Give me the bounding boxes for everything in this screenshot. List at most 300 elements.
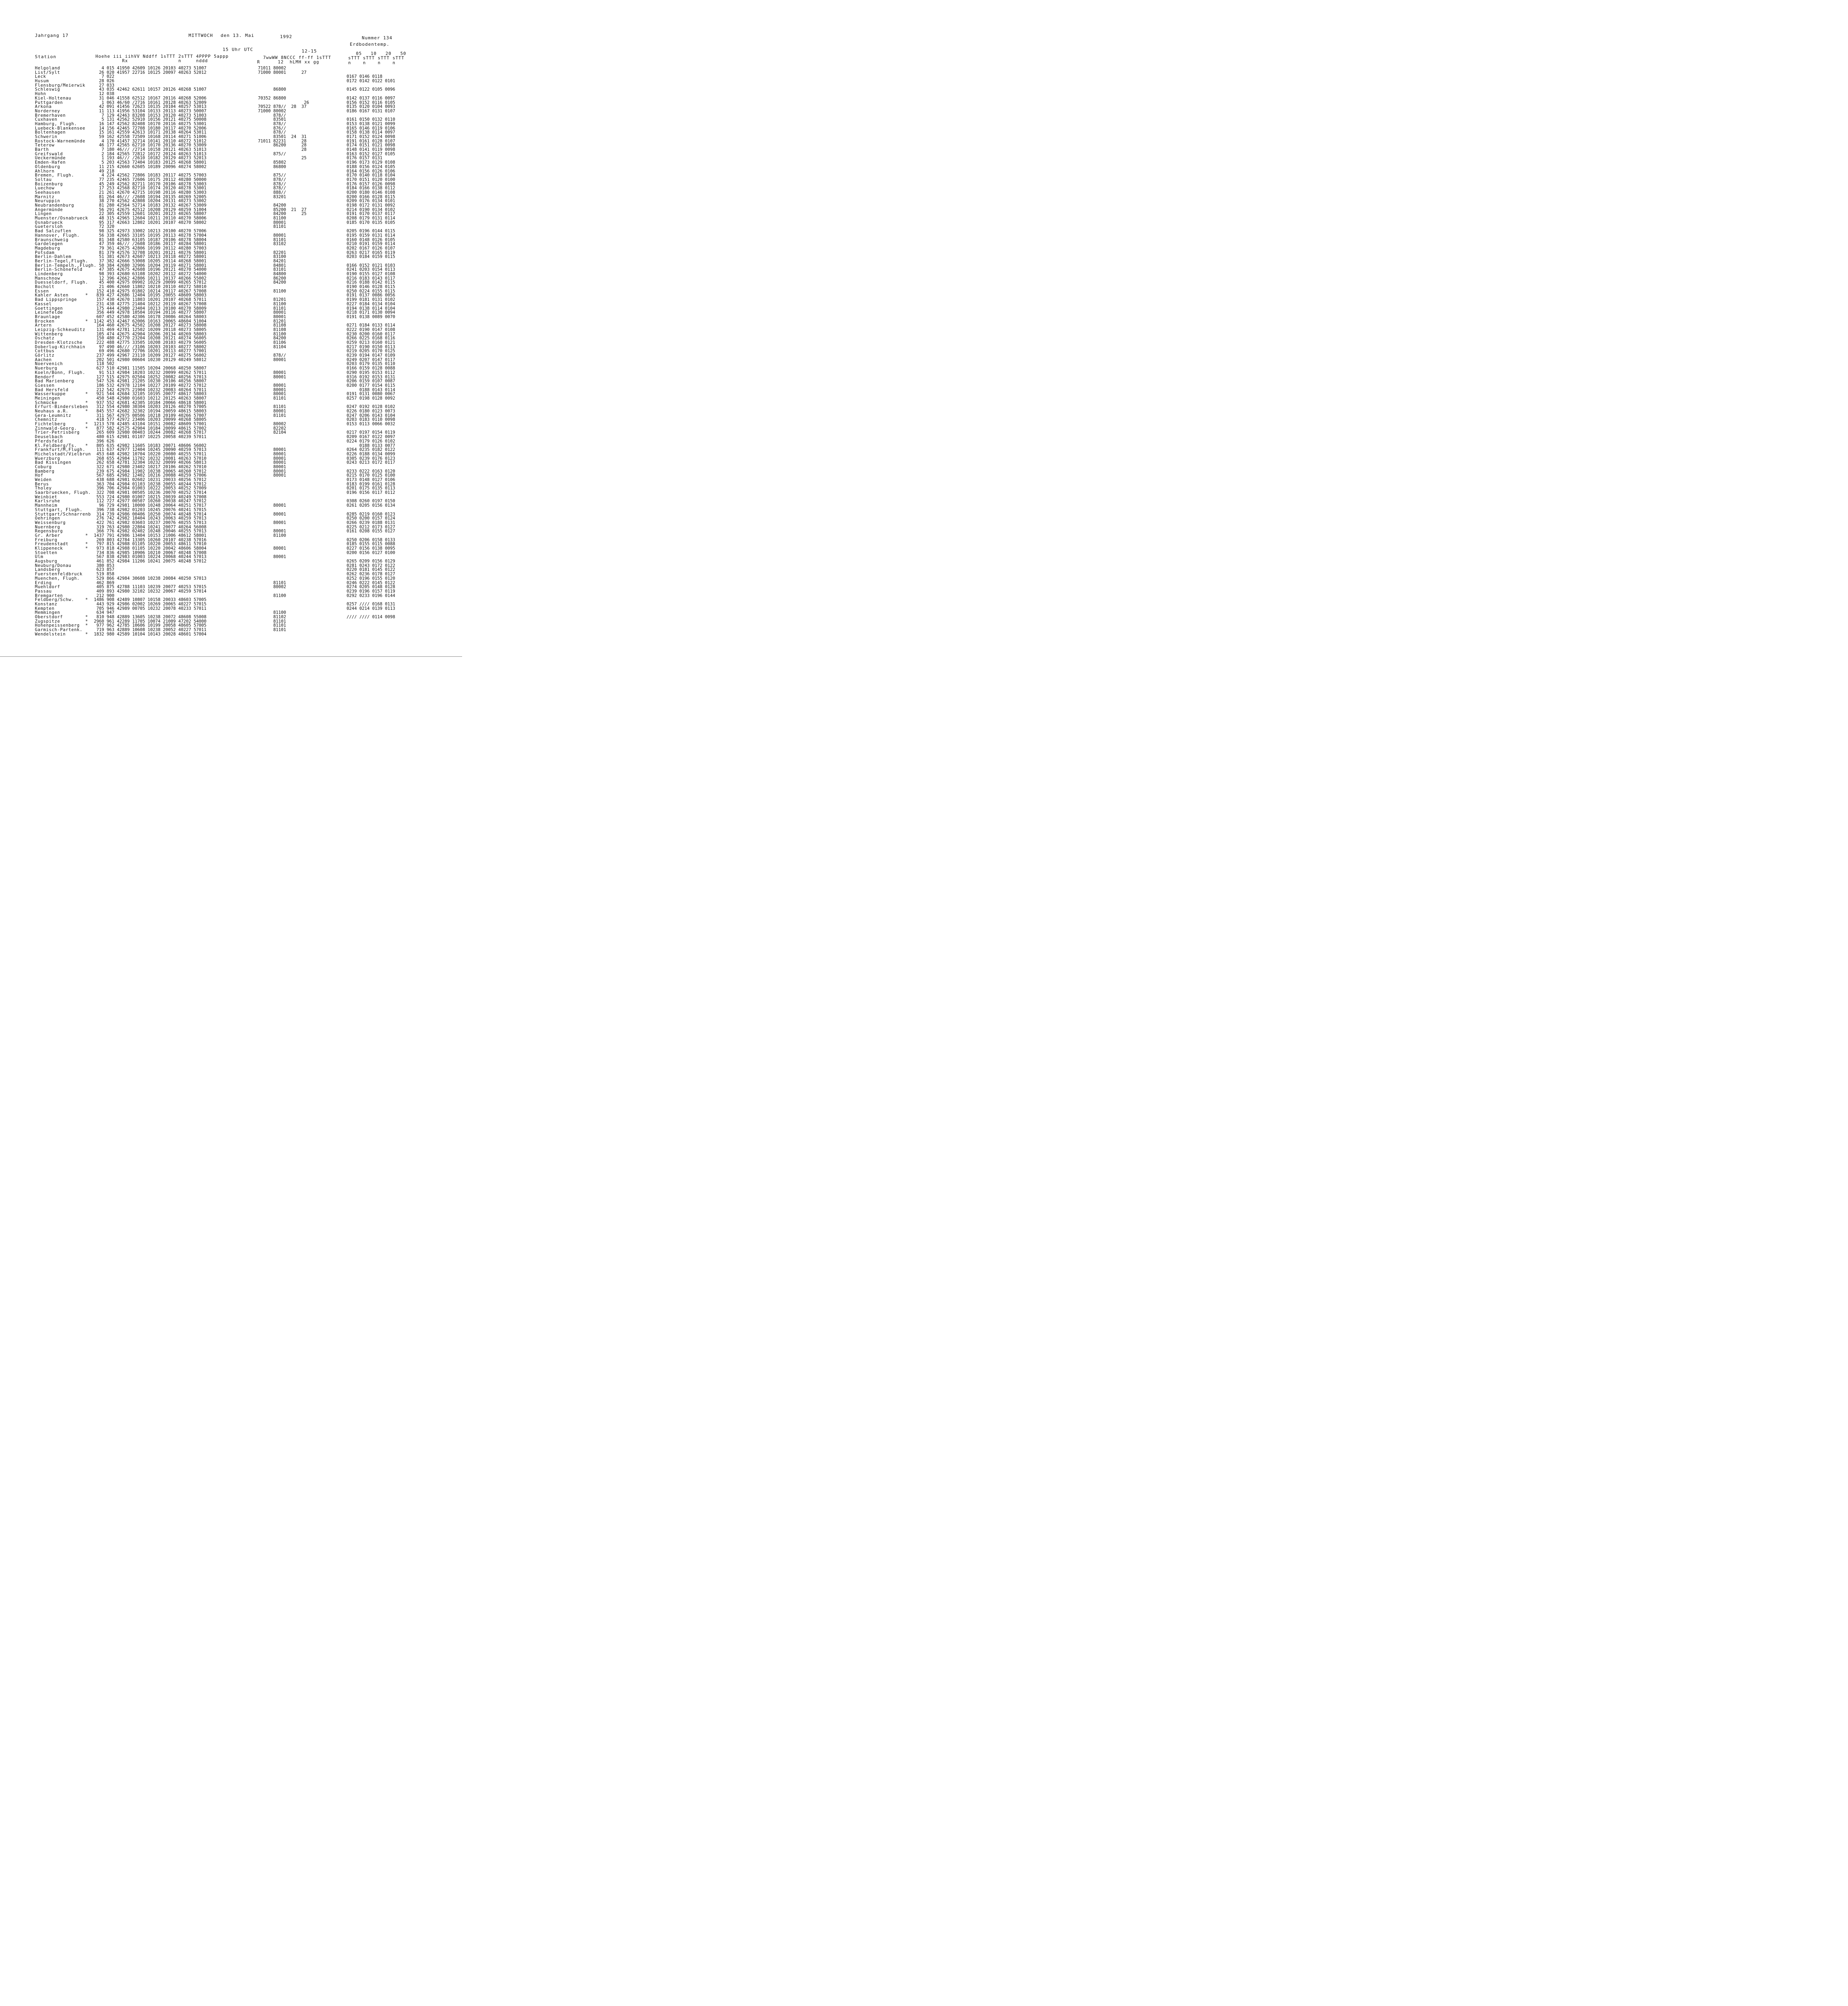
table-row: Osnabrueck xyxy=(35,220,63,225)
table-row: 0241 0203 0154 0113 xyxy=(347,267,396,272)
table-row: Michelstadt/Vielbrun xyxy=(35,452,91,457)
table-row: 0190 0146 0128 0115 xyxy=(347,284,396,290)
table-row: Norderney xyxy=(35,109,60,114)
table-row: Berus xyxy=(35,482,49,487)
table-row: 0305 0239 0176 0123 xyxy=(347,456,396,461)
table-row: 70522 878// 28 37 xyxy=(258,104,307,110)
table-row: Kl.Feldberg/Ts. * xyxy=(35,443,88,448)
table-row: Ahlhorn xyxy=(35,169,55,174)
table-row: 0191 0138 0089 0070 xyxy=(347,314,396,319)
table-row xyxy=(258,482,309,487)
table-row: 111 637 42977 12404 10245 20090 40259 57013 xyxy=(94,447,207,453)
table-row: Nuernberg xyxy=(35,525,60,530)
table-row: 81 280 42564 52714 10183 20132 40267 53009 xyxy=(94,203,207,208)
table-row: 84200 xyxy=(258,336,286,341)
table-row: Brocken * xyxy=(35,319,88,324)
table-row: Bad Hersfeld xyxy=(35,388,69,392)
table-row: 0148 0141 0119 0098 xyxy=(347,147,396,152)
table-row: Kahler Asten * xyxy=(35,293,88,298)
table-row: Guetersloh xyxy=(35,225,63,229)
table-row: 480 615 42981 01107 10225 20058 40239 57011 xyxy=(94,434,207,440)
table-row: Meiningen xyxy=(35,396,60,401)
table-row: Cuxhaven xyxy=(35,118,57,122)
table-row: 12 396 42662 42806 10211 20137 40266 55002 xyxy=(94,276,207,281)
table-row: List/Sylt xyxy=(35,70,60,75)
table-row: 0215 0170 0125 0100 xyxy=(347,473,396,478)
table-row: 0185 0170 0135 0105 xyxy=(347,220,396,225)
table-row: 0227 0184 0134 0104 xyxy=(347,301,396,307)
table-row: Wasserkuppe * xyxy=(35,392,88,396)
table-row: Flensburg/Meierwik xyxy=(35,83,85,88)
table-row: 37 382 42666 53008 10205 20114 40268 58001 xyxy=(94,258,207,264)
table-row: Braunlage xyxy=(35,315,60,319)
table-row: Greifswald xyxy=(35,152,63,156)
table-row xyxy=(258,362,309,366)
table-row: Berlin-Schönefeld xyxy=(35,268,83,272)
table-row xyxy=(347,508,395,512)
table-row: 529 866 42984 30608 10238 20084 40250 57013 xyxy=(94,576,207,581)
table-row: 797 815 42988 01105 10220 20053 48611 57010 xyxy=(94,542,207,547)
table-row: Zugspitze * xyxy=(35,619,88,624)
table-row: 80001 xyxy=(258,554,286,560)
main-data-column xyxy=(94,66,207,636)
table-row: 22 305 42559 12601 10201 20123 40265 58007 xyxy=(94,211,207,217)
table-row: 80001 xyxy=(258,512,286,517)
table-row: 7 180 46/// /2714 10158 20121 40263 51013 xyxy=(94,147,207,152)
table-row: 878// xyxy=(258,113,286,118)
table-row: 38 270 42562 42808 10204 20131 40273 53002 xyxy=(94,199,207,204)
table-row: Muehldorf xyxy=(35,585,60,589)
table-row: 553 724 42980 01007 10215 20039 40249 57008 xyxy=(94,494,207,499)
table-row: 396 706 42984 01003 10222 20053 40252 57009 xyxy=(94,486,207,491)
table-row xyxy=(258,589,309,594)
table-row: Kempten xyxy=(35,606,55,611)
table-row: 0165 0146 0119 0106 xyxy=(347,126,396,131)
table-row: Wittenberg xyxy=(35,332,63,337)
table-row: 0230 0200 0160 0117 xyxy=(347,331,396,337)
table-row: Freiburg xyxy=(35,538,57,542)
range-label: 12-15 xyxy=(302,49,317,54)
table-row xyxy=(258,435,309,439)
table-row: Neuruppin xyxy=(35,199,60,203)
table-row: 80001 xyxy=(258,460,286,465)
table-row: 231 438 42775 21404 10212 20119 40267 57008 xyxy=(94,301,207,307)
table-row: 82201 xyxy=(258,250,286,255)
table-row: 0274 0205 0148 0128 xyxy=(347,585,396,590)
table-row: 222 488 42775 33505 10208 20103 40279 56005 xyxy=(94,340,207,345)
table-row: Marnitz xyxy=(35,195,55,199)
table-row: 607 452 42580 42306 10178 20086 40264 58003 xyxy=(94,314,207,319)
table-row: Hamburg, Flugh. xyxy=(35,122,77,126)
table-row: 81108 xyxy=(258,323,286,328)
table-row: 0188 0156 0124 0105 xyxy=(347,164,396,169)
table-row: 0201 0175 0135 0113 xyxy=(347,486,396,491)
table-row: 157 430 42670 11803 10201 20107 40268 57011 xyxy=(94,297,207,303)
table-row: 80001 xyxy=(258,310,286,315)
table-row: 81101 xyxy=(258,619,286,624)
table-row: 634 947 xyxy=(94,610,115,615)
table-row: 45 400 42975 09902 10229 20099 40265 57012 xyxy=(94,280,207,285)
table-row: Bendorf xyxy=(35,375,55,380)
table-row: 12 038 xyxy=(94,91,115,97)
table-row: 322 671 42980 23402 10217 20106 40262 57010 xyxy=(94,464,207,469)
table-row: 98 393 42680 63108 10202 20112 40272 54000 xyxy=(94,272,207,276)
table-row: 443 929 42986 02002 10269 20065 40227 57015 xyxy=(94,601,207,607)
table-row: 878// xyxy=(258,353,286,358)
table-row: 805 635 42982 11605 10183 20071 48606 56002 xyxy=(94,443,207,448)
table-row: Noervenich xyxy=(35,362,63,367)
table-row: Zinnwald-Georg. * xyxy=(35,426,88,431)
table-row: Leipzig-Schkeuditz xyxy=(35,327,85,332)
table-row: 83100 xyxy=(258,254,286,260)
table-row: 85200 21 27 xyxy=(258,207,307,212)
table-row: Weinbiet xyxy=(35,495,57,499)
table-row: 86200 xyxy=(258,276,286,281)
table-row: 14 156 42465 72708 10180 20117 40270 52006 xyxy=(94,126,207,131)
table-row: Duesseldorf, Flugh. xyxy=(35,280,88,285)
table-row: 5 131 42562 52910 10156 20121 40275 50008 xyxy=(94,117,207,122)
table-row: 17 253 42568 82710 10174 20120 40278 53001 xyxy=(94,186,207,191)
table-row: 80001 xyxy=(258,464,286,469)
table-row: 81101 xyxy=(258,580,286,585)
table-row: Schmücke * xyxy=(35,400,88,405)
table-row: Frankfurt/M,Flugh. xyxy=(35,448,85,452)
table-row xyxy=(258,559,309,564)
table-row: 418 577 42972 23406 10203 20099 40268 58005 xyxy=(94,417,207,422)
table-row: Görlitz xyxy=(35,353,55,358)
table-row: 0166 0152 0121 0103 xyxy=(347,263,396,268)
table-row: Passau xyxy=(35,589,52,594)
table-row xyxy=(258,486,309,491)
table-row: Braunschweig xyxy=(35,238,69,242)
table-row: 396 626 xyxy=(94,439,115,444)
table-row: 81100 xyxy=(258,593,286,598)
table-row: 462 869 xyxy=(94,580,115,585)
table-row: 46 177 42565 62710 10170 20136 40270 53009 xyxy=(94,143,207,148)
table-row: 363 704 42984 01103 10238 20055 40244 57012 xyxy=(94,481,207,487)
table-row: 69 496 42680 72706 10201 20113 40277 57001 xyxy=(94,349,207,354)
table-row: Muenster/Osnabrueck xyxy=(35,216,88,221)
table-row xyxy=(258,602,309,607)
table-row: 84200 xyxy=(258,203,286,208)
table-row: 2 184 42565 72812 10172 20124 40263 51013 xyxy=(94,151,207,156)
table-row: 15 161 42559 42613 10171 20138 40264 53011 xyxy=(94,130,207,135)
table-row: Goettingen xyxy=(35,306,63,311)
table-row xyxy=(258,568,309,572)
table-row: 127 515 42975 02504 10252 20082 40256 57013 xyxy=(94,374,207,380)
table-row: 81101 xyxy=(258,404,286,410)
table-row: 450 548 42980 01603 10212 20125 40263 58007 xyxy=(94,396,207,401)
table-row xyxy=(258,598,309,602)
table-row: Oschatz xyxy=(35,336,55,341)
table-row: 0184 0166 0138 0112 xyxy=(347,186,396,191)
table-row: 0233 0222 0163 0120 xyxy=(347,469,396,474)
table-row: Bad Salzuflen xyxy=(35,229,71,233)
table-row: 81101 xyxy=(258,627,286,633)
table-row: 49 218 xyxy=(94,169,115,174)
table-row: 80001 xyxy=(258,220,286,225)
table-row: Hohenpeissenberg * xyxy=(35,623,88,628)
table-row: 80001 xyxy=(258,387,286,392)
table-row: 80001 xyxy=(258,409,286,414)
table-row: 59 162 42558 72509 10168 20114 40271 51006 xyxy=(94,134,207,139)
table-row: 56 338 42665 33105 10195 20113 40278 57004 xyxy=(94,233,207,238)
table-row: Oberstdorf * xyxy=(35,615,88,619)
table-row: Stuttgart/Schnarrenb xyxy=(35,512,91,517)
table-row: 0219 0205 0170 0125 xyxy=(347,349,396,354)
table-row xyxy=(347,66,395,71)
table-row: 839 427 42686 12404 10195 20055 48609 58003 xyxy=(94,293,207,298)
table-row: 202 501 42980 00604 10230 20129 40249 58012 xyxy=(94,357,207,362)
table-row: 1142 453 42467 62006 10163 20065 48604 51004 xyxy=(94,319,207,324)
table-row: 81101 xyxy=(258,623,286,628)
table-row: 547 526 42981 21205 10230 20106 40256 58007 xyxy=(94,379,207,384)
table-row: 0281 0243 0172 0122 xyxy=(347,563,396,568)
table-row: 314 739 42986 00406 10250 20074 40248 57014 xyxy=(94,512,207,517)
table-row: Fuerstenfeldbruck xyxy=(35,572,83,577)
table-row: 705 946 42989 00705 10232 20078 40233 57011 xyxy=(94,606,207,611)
table-row: Erding xyxy=(35,581,52,585)
table-row xyxy=(258,478,309,482)
table-row: 627 510 42981 11505 10204 20068 40250 58007 xyxy=(94,366,207,371)
table-row: 0153 0138 0121 0099 xyxy=(347,121,396,126)
table-row xyxy=(258,508,309,512)
table-row: 0250 0206 0158 0133 xyxy=(347,537,396,542)
table-row: Soltau xyxy=(35,177,52,182)
table-row: 0246 0222 0145 0122 xyxy=(347,580,396,585)
table-row: 0208 0179 0131 0114 xyxy=(347,216,396,221)
table-row: 567 838 42983 01003 10224 20068 40244 57013 xyxy=(94,554,207,560)
station-column xyxy=(35,66,97,636)
table-row: Angermünde xyxy=(35,207,63,212)
soil-depths: 05 10 20 50 xyxy=(353,51,406,56)
table-row: Kassel xyxy=(35,302,52,307)
table-row: 81106 xyxy=(258,340,286,345)
table-row: 810 948 42889 13605 10238 20072 48608 55008 xyxy=(94,615,207,619)
table-row: 977 962 42785 10606 10199 20058 48605 57005 xyxy=(94,623,207,628)
table-row: Chemnitz xyxy=(35,418,57,422)
table-row: 1213 578 42485 43104 10151 20082 48609 57001 xyxy=(94,422,207,427)
table-row: 0186 0167 0131 0107 xyxy=(347,108,396,114)
table-row: 84201 xyxy=(258,258,286,264)
table-row: 0190 0155 0127 0108 xyxy=(347,272,396,276)
table-row: 312 554 42980 30304 10203 20126 40270 57005 xyxy=(94,404,207,410)
table-row: 81100 xyxy=(258,216,286,221)
table-row: 86200 28 xyxy=(258,143,307,148)
table-row: 0196 0156 0117 0112 xyxy=(347,490,396,495)
table-row: 26 020 41957 22716 10125 20097 40263 52012 xyxy=(94,70,207,75)
table-row: Bamberg xyxy=(35,469,55,474)
table-row: 0191 0170 0137 0117 xyxy=(347,211,396,217)
table-row: 86800 xyxy=(258,164,286,169)
table-row: Schleswig xyxy=(35,87,60,92)
table-row: Luechow xyxy=(35,186,55,191)
table-row: 4 015 41950 42609 10126 20103 40273 51007 xyxy=(94,66,207,71)
table-row: 84801 xyxy=(258,263,286,268)
table-row: Boizenburg xyxy=(35,182,63,187)
table-row: 71011 82231 28 xyxy=(258,138,307,144)
table-row: 409 893 42980 32102 10232 20067 40259 57014 xyxy=(94,589,207,594)
table-row: 80001 xyxy=(258,456,286,461)
table-row: Manschnow xyxy=(35,276,60,281)
table-row: 0171 0152 0124 0098 xyxy=(347,134,396,139)
table-row: 0176 0157 0131 xyxy=(347,156,383,161)
table-row: 0266 0239 0188 0131 xyxy=(347,520,396,525)
table-row: Bad Marienberg xyxy=(35,379,74,384)
table-row: Mannheim xyxy=(35,504,57,508)
table-row: 0210 0191 0159 0114 xyxy=(347,242,396,247)
table-row: Potsdam xyxy=(35,250,55,255)
table-row: 0209 0167 0122 0097 xyxy=(347,434,396,440)
table-row xyxy=(347,628,395,632)
table-row: 0257 0198 0128 0092 xyxy=(347,396,396,401)
table-row: Barth xyxy=(35,148,49,152)
table-row: 80001 xyxy=(258,383,286,388)
table-row: Bad Kissingen xyxy=(35,461,71,465)
table-row: 81104 xyxy=(258,344,286,349)
table-row: 83101 xyxy=(258,267,286,272)
table-row: 0264 0235 0182 0122 xyxy=(347,447,396,453)
table-row: 31 046 41558 62512 10167 20116 40268 52006 xyxy=(94,95,207,101)
table-row: 98 325 42973 33002 10213 20100 40270 57006 xyxy=(94,229,207,234)
table-row: 25 xyxy=(258,156,307,161)
table-row: 84800 xyxy=(258,272,286,276)
table-row: 175 444 42980 23404 10213 20100 40270 58009 xyxy=(94,306,207,311)
table-row: Dresden-Klotzsche xyxy=(35,341,83,345)
table-row: Lindenberg xyxy=(35,272,63,276)
nummer: Nummer 134 xyxy=(362,35,393,41)
table-row xyxy=(347,619,395,624)
time-main: 15 Uhr UTC xyxy=(223,47,254,52)
table-row: Kiel-Holtenau xyxy=(35,96,71,101)
table-row: Gera-Leumnitz xyxy=(35,413,71,418)
table-row: 81101 xyxy=(258,237,286,242)
table-row: 0226 0188 0134 0099 xyxy=(347,451,396,457)
supplementary-column xyxy=(258,66,309,632)
table-row: 0206 0159 0107 0087 xyxy=(347,379,396,384)
table-row: 1486 908 42489 10807 10158 20033 48603 57005 xyxy=(94,597,207,603)
table-row: 11 215 42660 62605 10189 20096 40274 58002 xyxy=(94,164,207,169)
table-row: Boltenhagen xyxy=(35,130,66,135)
table-row: 80001 xyxy=(258,503,286,508)
table-row: Karlsruhe xyxy=(35,499,60,504)
soil-title: Erdbodentemp. xyxy=(350,42,390,47)
table-row: 405 875 42788 11103 10239 20077 40253 57015 xyxy=(94,585,207,590)
table-row: 186 532 42978 12104 10227 20109 40272 57012 xyxy=(94,383,207,388)
table-row: 276 742 42982 10404 10243 20063 40259 57013 xyxy=(94,516,207,521)
table-row: 0194 0138 0114 0104 xyxy=(347,306,396,311)
table-row: 81101 xyxy=(258,396,286,401)
table-row: 0200 0166 0128 0115 xyxy=(347,194,396,199)
table-row: 0216 0188 0142 0115 xyxy=(347,280,396,285)
table-row: 0218 0171 0130 0094 xyxy=(347,310,396,315)
table-row: 131 469 42781 12502 10209 20118 40273 58005 xyxy=(94,327,207,332)
table-row: 0160 0148 0126 0105 xyxy=(347,237,396,242)
table-row: Ueckermünde xyxy=(35,156,66,161)
table-row: Helgoland xyxy=(35,66,60,71)
year: 1992 xyxy=(280,34,292,39)
table-row: 72 320 xyxy=(94,224,115,229)
table-row: 0205 0196 0144 0115 xyxy=(347,229,396,234)
table-row: 86800 xyxy=(258,87,286,92)
station-header: Station xyxy=(35,54,57,59)
table-row: 0166 0159 0128 0088 xyxy=(347,366,396,371)
table-row: 81201 xyxy=(258,297,286,303)
table-row: 118 502 xyxy=(94,361,115,367)
table-row: 11 113 41956 53104 10133 20113 40273 50007 xyxy=(94,108,207,114)
table-row: 150 480 42770 23204 10208 20121 40274 56005 xyxy=(94,336,207,341)
table-row: 1437 791 42986 13404 10153 21006 48612 58001 xyxy=(94,533,207,538)
table-row: 0200 0177 0154 0115 xyxy=(347,383,396,388)
table-row: Lingen xyxy=(35,212,52,217)
table-row: 80001 xyxy=(258,370,286,375)
table-row: 0247 0192 0128 0102 xyxy=(347,404,396,410)
table-row: 80001 xyxy=(258,529,286,534)
table-row xyxy=(258,439,309,444)
table-row: 47 385 42675 42608 10196 20121 40270 54000 xyxy=(94,267,207,272)
table-row: 1832 980 42589 10104 10143 20028 48601 57004 xyxy=(94,631,207,637)
table-row: 878// xyxy=(258,177,286,182)
table-row: 81100 xyxy=(258,301,286,307)
table-row: 80001 xyxy=(258,473,286,478)
table-row: 265 609 32980 00403 10244 20082 40268 57017 xyxy=(94,430,207,435)
table-row: Berlin-Dahlem xyxy=(35,255,71,259)
table-row: 164 460 42675 42502 10208 20127 40273 58008 xyxy=(94,323,207,328)
table-row: Trier-Petrisberg xyxy=(35,430,80,435)
table-row: 0225 0212 0173 0127 xyxy=(347,524,396,530)
table-row: 0188 0143 0114 xyxy=(347,387,396,392)
table-row: 0170 0151 0120 0100 xyxy=(347,177,396,182)
table-row: 0203 0184 0159 0115 xyxy=(347,254,396,260)
table-row: 567 685 42982 12402 10216 20088 40259 57006 xyxy=(94,473,207,478)
table-row: Koeln/Bonn, Flugh. xyxy=(35,370,85,375)
table-row: 81101 xyxy=(258,413,286,418)
table-row: Doberlug-Kirchhain xyxy=(35,345,85,349)
table-row: Weiden xyxy=(35,478,52,482)
table-row: //// //// 0114 0098 xyxy=(347,615,396,619)
table-row: Memmingen xyxy=(35,611,60,615)
table-row: 319 763 42980 22804 10241 20077 40264 56008 xyxy=(94,524,207,530)
table-row: Seehausen xyxy=(35,190,60,195)
table-row: 84200 25 xyxy=(258,211,307,217)
table-row: Leck xyxy=(35,75,46,79)
table-row: Weissenburg xyxy=(35,520,66,525)
table-row: 268 655 42984 11702 10232 20081 40263 57010 xyxy=(94,456,207,461)
table-row: 96 729 42981 10000 10248 20064 40251 57017 xyxy=(94,503,207,508)
table-row: 878// xyxy=(258,186,286,191)
table-row: 0203 0179 0135 0110 xyxy=(347,361,396,367)
table-row: 0292 0233 0196 0144 xyxy=(347,593,396,598)
table-row: 27 033 xyxy=(94,83,115,88)
table-row: 82104 xyxy=(258,430,286,435)
table-row: 80001 xyxy=(258,469,286,474)
table-row xyxy=(347,623,395,628)
table-row: Saarbruecken, Flugh. xyxy=(35,491,91,495)
table-row: 95 317 42663 12802 10201 20107 40270 58002 xyxy=(94,220,207,225)
table-row: Oehringen xyxy=(35,516,60,521)
table-row: 0266 0225 0168 0116 xyxy=(347,336,396,341)
table-row: 0135 0120 0104 0093 xyxy=(347,104,396,110)
table-row: 0217 0197 0154 0119 xyxy=(347,430,396,435)
table-row: 0214 0190 0134 0102 xyxy=(347,207,396,212)
table-row: 0249 0207 0147 0117 xyxy=(347,357,396,362)
table-row: 21 261 42670 42715 10198 20116 40280 53003 xyxy=(94,190,207,195)
table-row: Arkona xyxy=(35,105,52,109)
table-row xyxy=(258,246,309,251)
table-row: Rostock-Warnemünde xyxy=(35,139,85,144)
table-row: Erfurt-Bindersleben xyxy=(35,405,88,409)
table-row: 0262 0236 0178 0127 xyxy=(347,572,396,577)
